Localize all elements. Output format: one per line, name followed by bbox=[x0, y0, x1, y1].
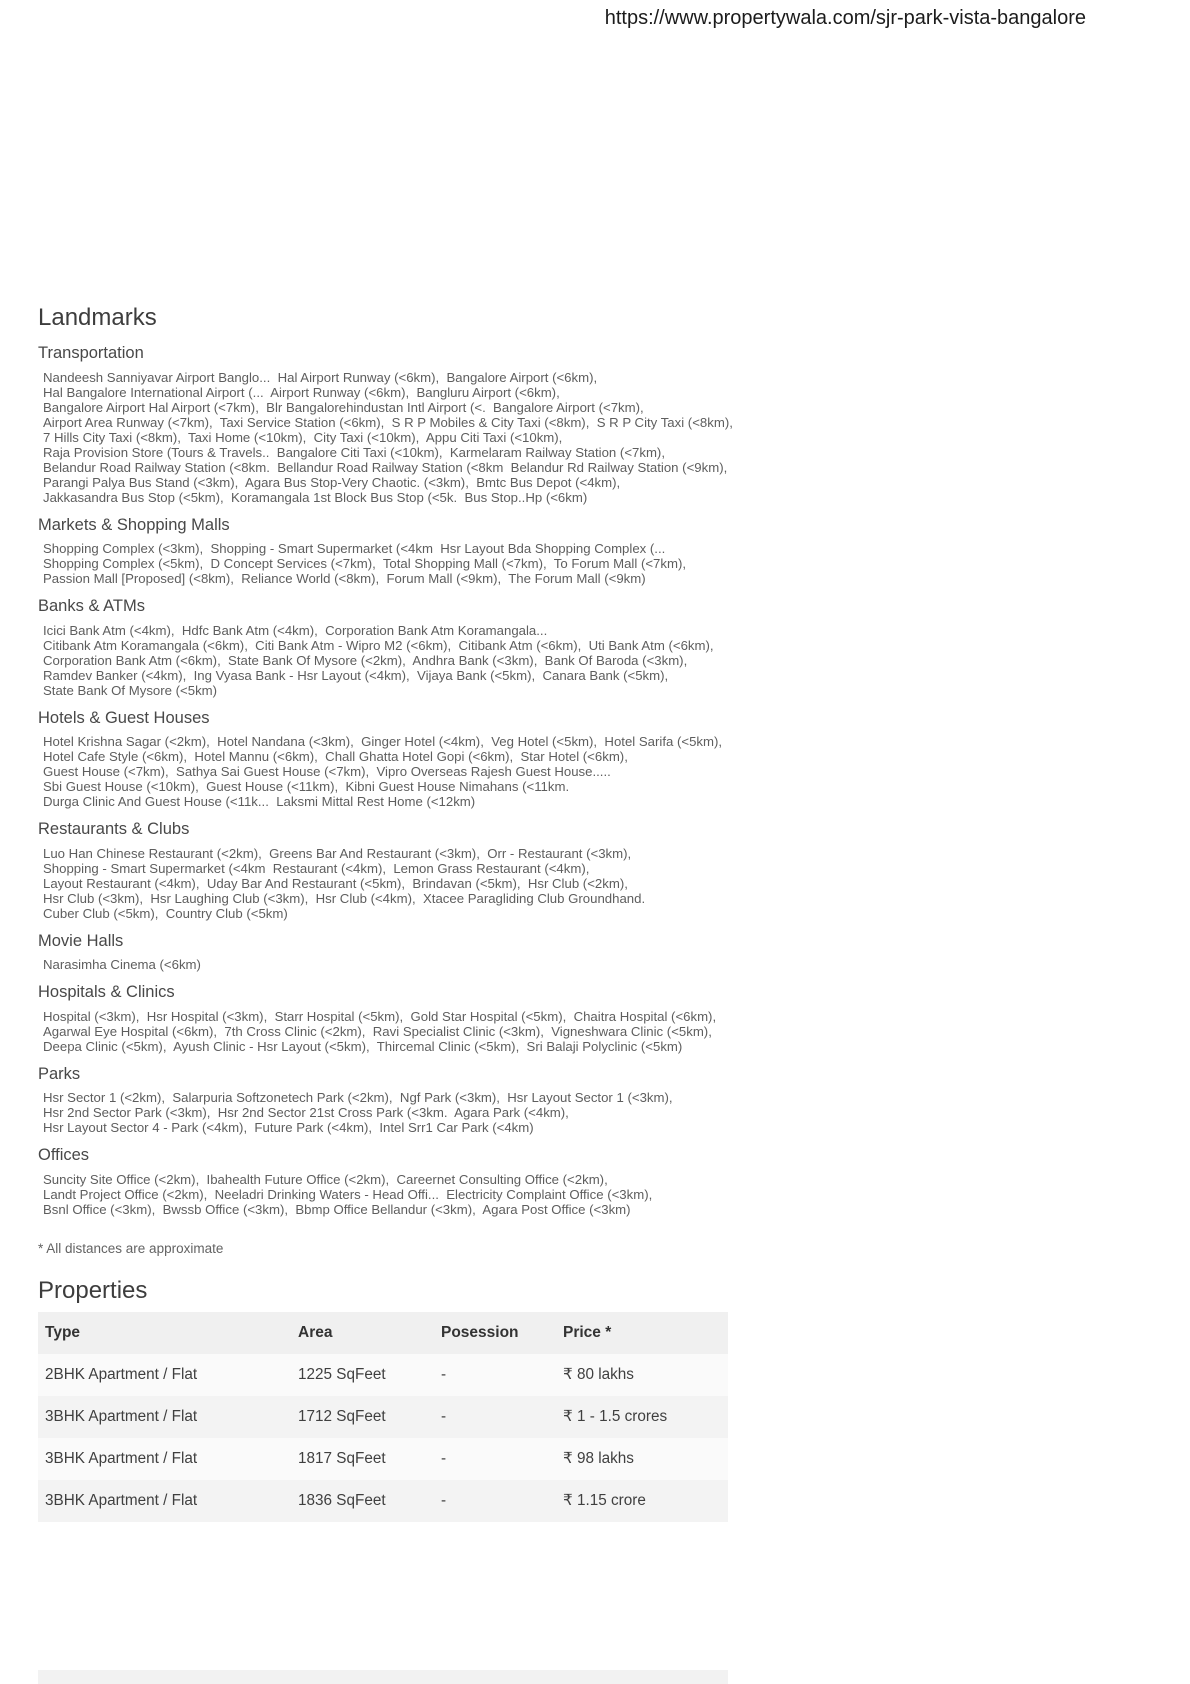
section-heading: Hotels & Guest Houses bbox=[38, 708, 210, 727]
distances-footnote: * All distances are approximate bbox=[38, 1240, 224, 1256]
landmark-line: 7 Hills City Taxi (<8km), Taxi Home (<10km), City Taxi (<10km), Appu Citi Taxi (<10km), bbox=[43, 429, 563, 445]
cell-price: ₹ 1.15 crore bbox=[563, 1492, 646, 1509]
landmark-line: Airport Area Runway (<7km), Taxi Service Station (<6km), S R P Mobiles & City Taxi (<8km), S R P City Taxi (<8km), bbox=[43, 414, 733, 430]
section-movie-halls bbox=[38, 932, 758, 973]
section-banks-atms bbox=[38, 597, 758, 698]
section-restaurants-clubs bbox=[38, 820, 758, 921]
section-heading: Transportation bbox=[38, 344, 144, 362]
section-transportation bbox=[38, 344, 758, 505]
landmark-line: Landt Project Office (<2km), Neeladri Drinking Waters - Head Offi... Electricity Complaint Office (<3km), bbox=[43, 1186, 653, 1202]
cell-area: 1836 SqFeet bbox=[298, 1491, 386, 1509]
section-hospitals-clinics bbox=[38, 983, 758, 1054]
content bbox=[38, 0, 758, 1522]
landmark-line: Raja Provision Store (Tours & Travels.. Bangalore Citi Taxi (<10km), Karmelaram Railway Station (<7km), bbox=[43, 444, 665, 460]
section-heading: Banks & ATMs bbox=[38, 597, 145, 615]
cell-area: 1225 SqFeet bbox=[298, 1365, 386, 1383]
landmark-line: Suncity Site Office (<2km), Ibahealth Future Office (<2km), Careernet Consulting Office (<2km), bbox=[43, 1171, 608, 1187]
col-header-area: Area bbox=[291, 1312, 434, 1354]
cell-posession: - bbox=[441, 1365, 447, 1383]
landmark-line: Luo Han Chinese Restaurant (<2km), Greens Bar And Restaurant (<3km), Orr - Restaurant (<3km), bbox=[43, 845, 632, 861]
landmark-line: Hsr 2nd Sector Park (<3km), Hsr 2nd Sector 21st Cross Park (<3km. Agara Park (<4km), bbox=[43, 1105, 569, 1120]
properties-table bbox=[38, 1312, 728, 1522]
landmark-line: Hotel Cafe Style (<6km), Hotel Mannu (<6km), Chall Ghatta Hotel Gopi (<6km), Star Hotel (<6km), bbox=[43, 749, 628, 764]
section-parks bbox=[38, 1065, 758, 1136]
landmark-line: Hotel Krishna Sagar (<2km), Hotel Nandana (<3km), Ginger Hotel (<4km), Veg Hotel (<5km), Hotel Sarifa (<5km), bbox=[43, 734, 723, 749]
table-row bbox=[38, 1354, 728, 1396]
landmark-line: Hsr Club (<3km), Hsr Laughing Club (<3km), Hsr Club (<4km), Xtacee Paragliding Club Groundhand. bbox=[43, 890, 646, 906]
landmark-line: Shopping - Smart Supermarket (<4km Restaurant (<4km), Lemon Grass Restaurant (<4km), bbox=[43, 860, 590, 876]
landmark-line: Icici Bank Atm (<4km), Hdfc Bank Atm (<4km), Corporation Bank Atm Koramangala... bbox=[43, 622, 548, 638]
cell-area: 1712 SqFeet bbox=[298, 1407, 386, 1425]
landmark-line: State Bank Of Mysore (<5km) bbox=[43, 682, 218, 698]
cell-posession: - bbox=[441, 1449, 447, 1467]
landmark-line: Bsnl Office (<3km), Bwssb Office (<3km), Bbmp Office Bellandur (<3km), Agara Post Office (<3km) bbox=[43, 1201, 631, 1217]
table-row bbox=[38, 1438, 728, 1480]
cell-posession: - bbox=[441, 1491, 447, 1509]
section-heading: Offices bbox=[38, 1146, 90, 1164]
section-heading: Restaurants & Clubs bbox=[38, 820, 190, 838]
col-header-type: Type bbox=[38, 1312, 291, 1354]
landmark-line: Hal Bangalore International Airport (... Airport Runway (<6km), Bangluru Airport (<6km), bbox=[43, 384, 560, 400]
print-url-header: https://www.propertywala.com/sjr-park-vista-bangalore bbox=[604, 7, 1086, 29]
landmark-line: Nandeesh Sanniyavar Airport Banglo... Hal Airport Runway (<6km), Bangalore Airport (<6km), bbox=[43, 369, 598, 385]
cell-type: 3BHK Apartment / Flat bbox=[45, 1491, 198, 1509]
landmark-line: Guest House (<7km), Sathya Sai Guest House (<7km), Vipro Overseas Rajesh Guest House..... bbox=[43, 764, 611, 779]
table-row bbox=[38, 1480, 728, 1522]
cell-type: 3BHK Apartment / Flat bbox=[45, 1449, 198, 1467]
clipped-next-table-row bbox=[38, 1670, 728, 1684]
landmark-line: Layout Restaurant (<4km), Uday Bar And Restaurant (<5km), Brindavan (<5km), Hsr Club (<2km), bbox=[43, 875, 628, 891]
landmark-line: Belandur Road Railway Station (<8km. Bellandur Road Railway Station (<8km Belandur Rd Railway Station (<9km), bbox=[43, 459, 728, 475]
landmark-line: Agarwal Eye Hospital (<6km), 7th Cross Clinic (<2km), Ravi Specialist Clinic (<3km), Vigneshwara Clinic (<5km), bbox=[43, 1023, 712, 1039]
landmark-line: Citibank Atm Koramangala (<6km), Citi Bank Atm - Wipro M2 (<6km), Citibank Atm (<6km), Uti Bank Atm (<6km), bbox=[43, 637, 714, 653]
landmark-line: Durga Clinic And Guest House (<11k... Laksmi Mittal Rest Home (<12km) bbox=[43, 794, 476, 809]
cell-type: 3BHK Apartment / Flat bbox=[45, 1407, 198, 1425]
landmark-line: Passion Mall [Proposed] (<8km), Reliance World (<8km), Forum Mall (<9km), The Forum Mall (<9km) bbox=[43, 571, 646, 586]
table-row bbox=[38, 1396, 728, 1438]
landmark-line: Ramdev Banker (<4km), Ing Vyasa Bank - Hsr Layout (<4km), Vijaya Bank (<5km), Canara Bank (<5km), bbox=[43, 667, 669, 683]
landmark-line: Bangalore Airport Hal Airport (<7km), Blr Bangalorehindustan Intl Airport (<. Bangalore Airport (<7km), bbox=[43, 399, 644, 415]
cell-price: ₹ 1 - 1.5 crores bbox=[563, 1408, 668, 1425]
landmark-line: Deepa Clinic (<5km), Ayush Clinic - Hsr Layout (<5km), Thircemal Clinic (<5km), Sri Balaji Polyclinic (<5km) bbox=[43, 1038, 683, 1054]
landmark-line: Shopping Complex (<3km), Shopping - Smart Supermarket (<4km Hsr Layout Bda Shopping Complex (... bbox=[43, 541, 666, 556]
landmark-line: Narasimha Cinema (<6km) bbox=[43, 957, 201, 972]
section-hotels-guest-houses bbox=[38, 709, 758, 810]
section-heading: Markets & Shopping Malls bbox=[38, 515, 230, 534]
landmark-line: Jakkasandra Bus Stop (<5km), Koramangala 1st Block Bus Stop (<5k. Bus Stop..Hp (<6km) bbox=[43, 489, 588, 505]
cell-area: 1817 SqFeet bbox=[298, 1449, 386, 1467]
col-header-price: Price * bbox=[556, 1312, 728, 1354]
properties-title: Properties bbox=[38, 1276, 148, 1304]
col-header-posession: Posession bbox=[434, 1312, 556, 1354]
section-heading: Parks bbox=[38, 1064, 81, 1083]
landmark-line: Sbi Guest House (<10km), Guest House (<11km), Kibni Guest House Nimahans (<11km. bbox=[43, 779, 570, 794]
landmark-line: Hsr Layout Sector 4 - Park (<4km), Future Park (<4km), Intel Srr1 Car Park (<4km) bbox=[43, 1120, 534, 1135]
landmark-line: Hospital (<3km), Hsr Hospital (<3km), Starr Hospital (<5km), Gold Star Hospital (<5km), Chaitra Hospital (<6km), bbox=[43, 1008, 717, 1024]
section-offices bbox=[38, 1146, 758, 1217]
section-markets-shopping-malls bbox=[38, 516, 758, 587]
cell-price: ₹ 80 lakhs bbox=[563, 1366, 634, 1383]
section-heading: Movie Halls bbox=[38, 931, 124, 950]
landmark-line: Cuber Club (<5km), Country Club (<5km) bbox=[43, 905, 288, 921]
landmarks-title: Landmarks bbox=[38, 304, 157, 331]
landmark-line: Corporation Bank Atm (<6km), State Bank Of Mysore (<2km), Andhra Bank (<3km), Bank Of Baroda (<3km), bbox=[43, 652, 688, 668]
section-heading: Hospitals & Clinics bbox=[38, 983, 175, 1001]
table-header-row bbox=[38, 1312, 728, 1354]
landmark-line: Shopping Complex (<5km), D Concept Services (<7km), Total Shopping Mall (<7km), To Forum Mall (<7km), bbox=[43, 556, 687, 571]
cell-type: 2BHK Apartment / Flat bbox=[45, 1365, 198, 1383]
landmark-line: Hsr Sector 1 (<2km), Salarpuria Softzonetech Park (<2km), Ngf Park (<3km), Hsr Layout Sector 1 (<3km), bbox=[43, 1090, 673, 1105]
landmark-line: Parangi Palya Bus Stand (<3km), Agara Bus Stop-Very Chaotic. (<3km), Bmtc Bus Depot (<4km), bbox=[43, 474, 621, 490]
cell-price: ₹ 98 lakhs bbox=[563, 1450, 634, 1467]
cell-posession: - bbox=[441, 1407, 447, 1425]
